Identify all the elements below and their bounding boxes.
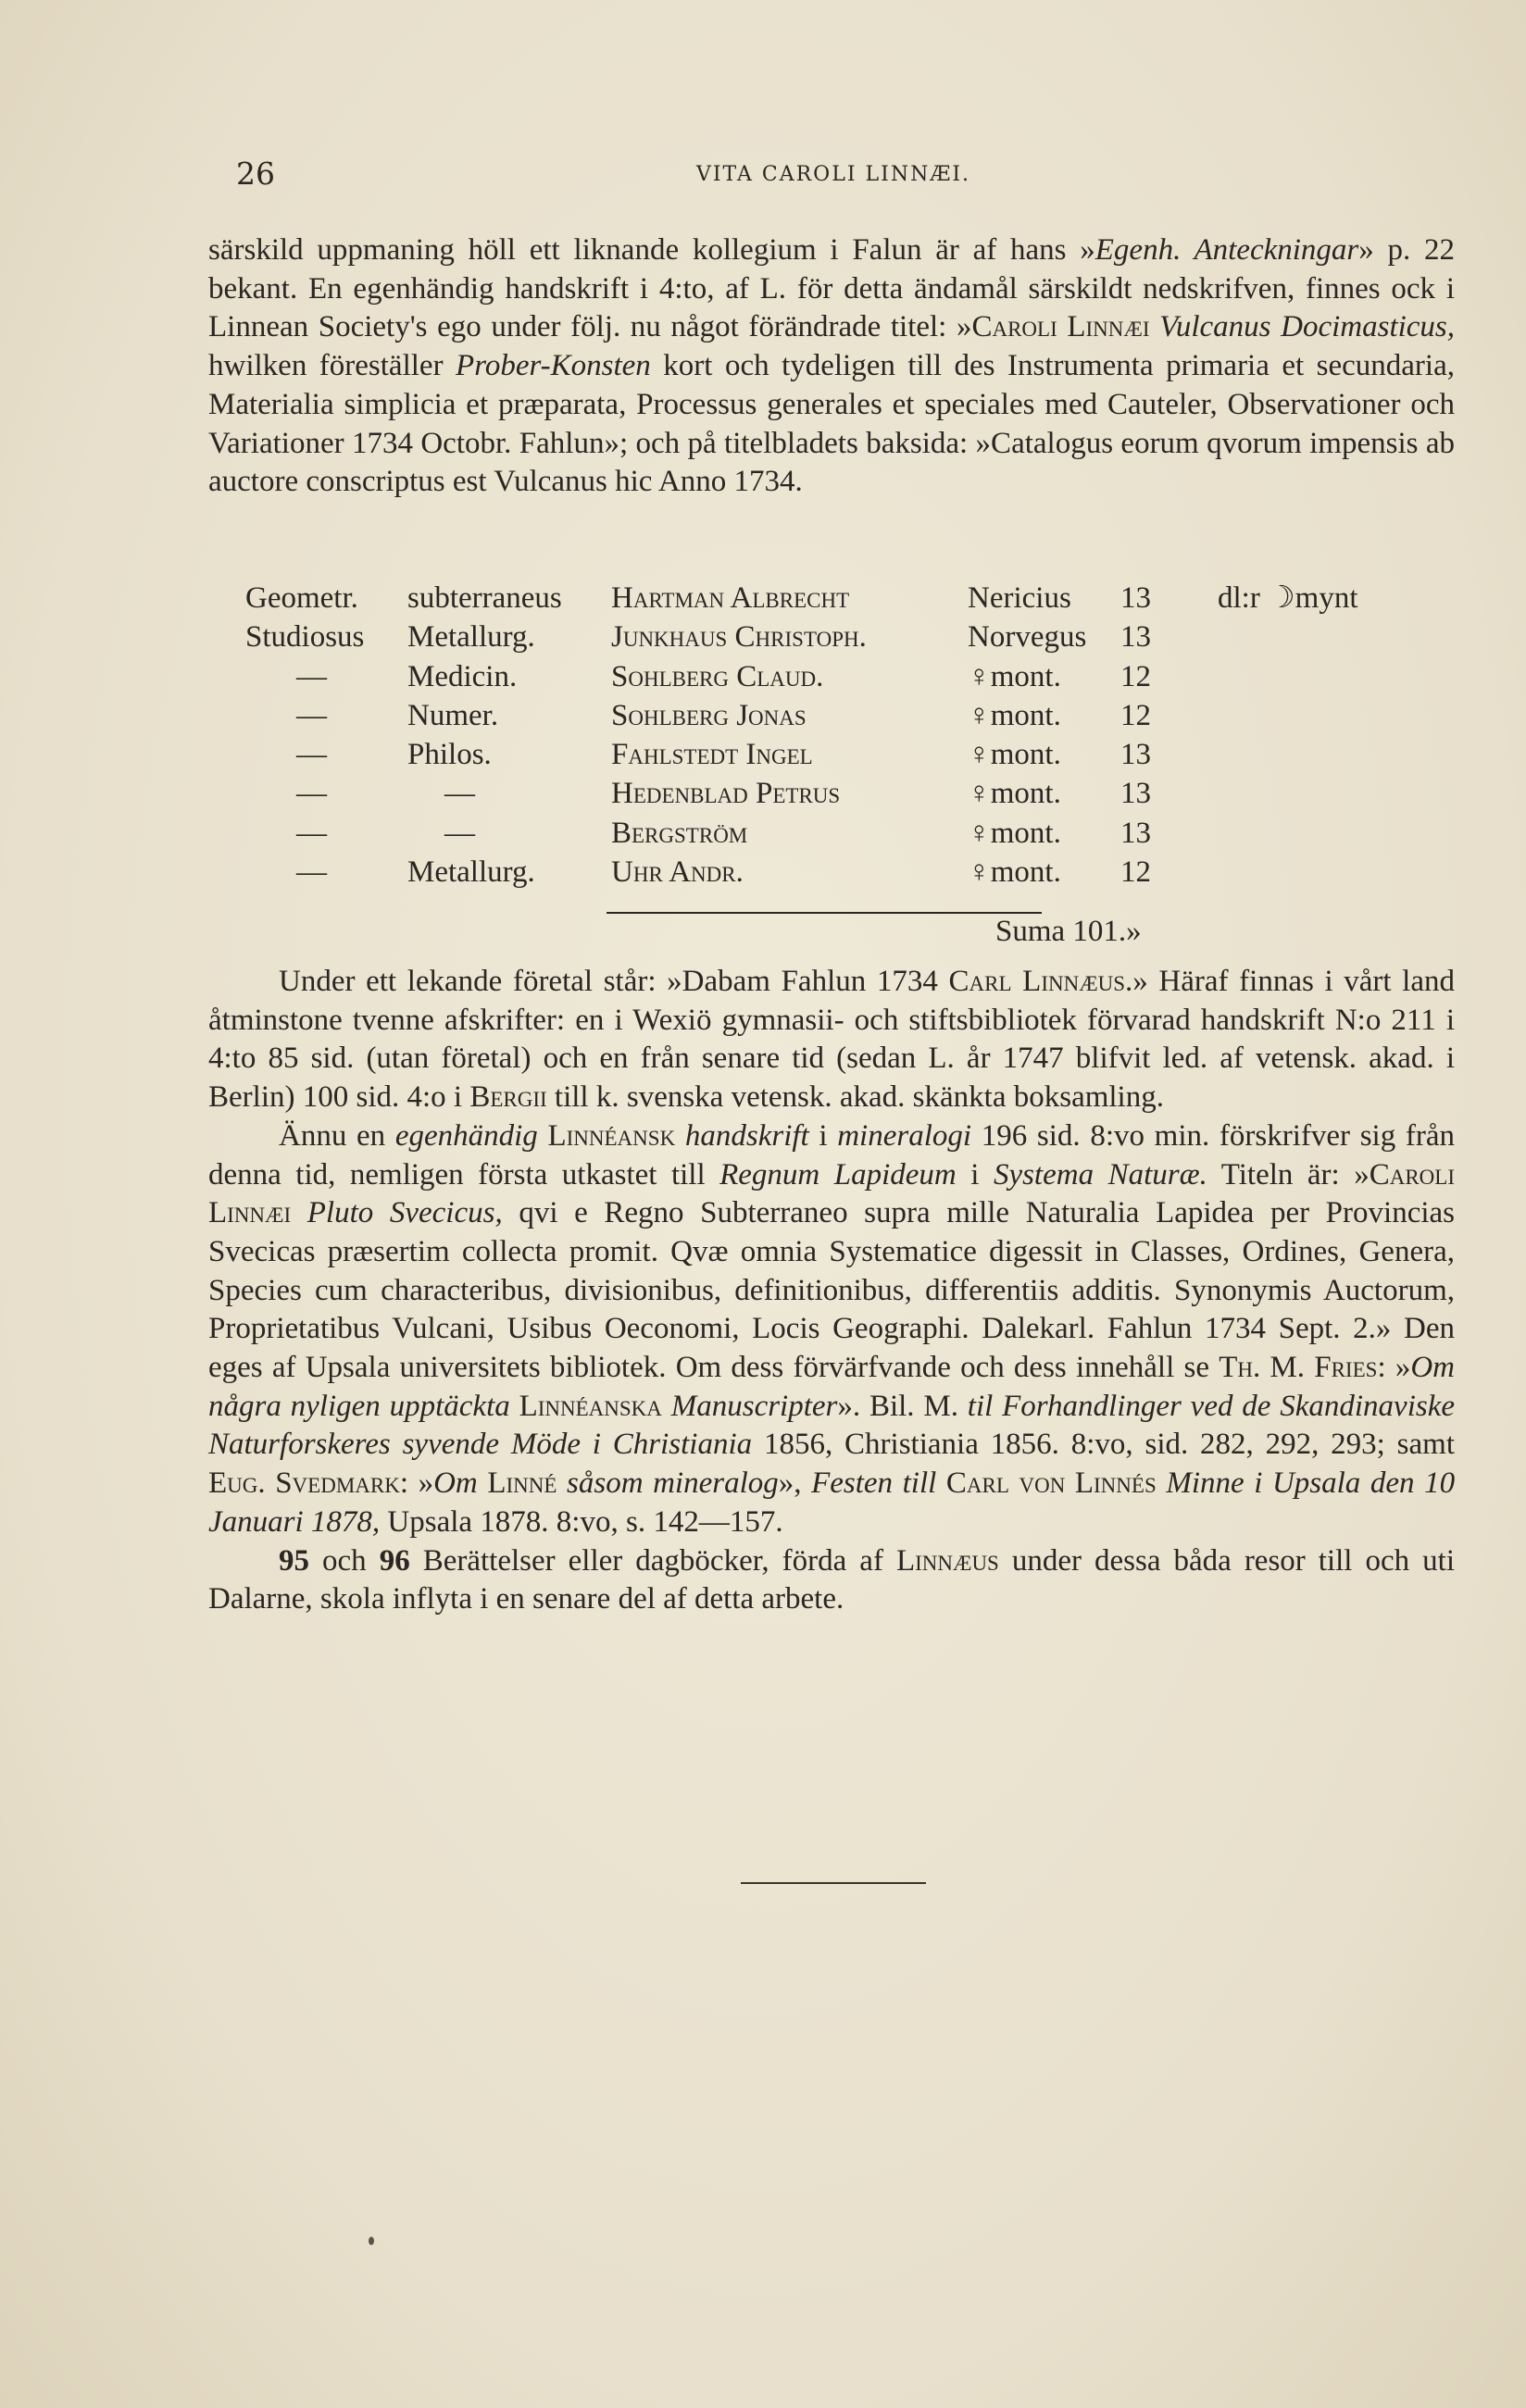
row-age: 12 (1120, 659, 1151, 693)
row-status: Studiosus (245, 620, 365, 655)
row-field: Medicin. (407, 659, 518, 693)
row-name: Uhr Andr. (611, 855, 744, 890)
text-run: till k. svenska vetensk. akad. skänkta boksamling. (546, 1080, 1164, 1115)
smallcaps-run: Carl von Linnés (945, 1466, 1157, 1501)
row-field: subterraneus (407, 581, 562, 615)
text-run (478, 1466, 488, 1500)
row-name: Sohlberg Jonas (611, 698, 807, 732)
row-nation: ♀mont. (968, 816, 1061, 850)
italic-run: handskrift (684, 1118, 809, 1153)
paragraph-1-text (208, 231, 1455, 502)
row-name: Bergström (611, 816, 748, 850)
row-status: — (296, 698, 327, 732)
row-status: — (296, 738, 327, 772)
text-run: 1856, Christiania 1856. 8:vo, sid. 282, 292, 293; samt (752, 1428, 1455, 1462)
italic-run: Systema Naturæ. (993, 1157, 1207, 1192)
text-run (1150, 310, 1160, 343)
text-run: ». Bil. M. (837, 1389, 968, 1423)
text-run: » p. 22 bekant. En egenhändig handskrift i 4:to, af L. för detta ändamål särskildt nedskrifven, finnes ock i Linnean Society's ego under följ. nu något förändrade titel: » (208, 233, 1456, 344)
smallcaps-run: Caroli Linnæi (971, 310, 1150, 344)
row-nation: ♀mont. (968, 698, 1061, 732)
row-age: 13 (1120, 738, 1151, 772)
text-run: i (956, 1157, 994, 1192)
table-row (208, 853, 1455, 892)
italic-run: Regnum Lapideum (719, 1157, 957, 1192)
body-text-lower (208, 963, 1455, 1619)
italic-run: Festen till (811, 1466, 937, 1501)
italic-run: såsom mineralog (567, 1466, 779, 1501)
text-run (1157, 1466, 1167, 1500)
italic-run: Om några nyligen upptäckta (208, 1351, 1455, 1423)
row-status: — (296, 816, 327, 850)
smallcaps-run: Th. M. Fries (1219, 1351, 1378, 1385)
paragraph-1 (208, 231, 1455, 502)
smallcaps-run: Bergii (469, 1080, 547, 1115)
row-name: Hedenblad Petrus (611, 777, 841, 811)
row-status: — (296, 659, 327, 693)
row-age: 13 (1120, 816, 1151, 850)
text-run: : » (1377, 1351, 1411, 1385)
italic-run: Om (433, 1466, 478, 1501)
page-number: 26 (236, 156, 275, 192)
running-head: VITA CAROLI LINNÆI. (695, 163, 971, 186)
table-row (208, 579, 1455, 618)
text-run (510, 1390, 519, 1423)
table-row (208, 696, 1455, 735)
row-age: 12 (1120, 698, 1151, 732)
text-run (936, 1466, 946, 1500)
text-run: », (778, 1466, 812, 1501)
student-table (208, 579, 1455, 892)
text-run: qvi e Regno Subterraneo supra mille Naturalia Lapidea per Provincias Svecicas præsertim collecta promit. Qvæ omnia Systematice digessit in Classes, Ordines, Genera, Species cum characteribus, divisionibus, definitionibus, differentiis additis. Synonymis Auctorum, Proprietatibus Vulcani, Usibus Oeconomi, Locis Geographi. Dalekarl. Fahlun 1734 Sept. 2.» Den eges af Upsala universitets bibliotek. Om dess förvärfvande och dess innehåll se (208, 1196, 1455, 1385)
row-nation: Norvegus (968, 620, 1087, 655)
smallcaps-run: Linnéansk (547, 1118, 676, 1153)
table-row (208, 657, 1455, 696)
text-run: Upsala 1878. 8:vo, s. 142—157. (380, 1504, 783, 1539)
text-run (291, 1196, 307, 1229)
ink-speck (369, 2237, 374, 2245)
paragraph-4 (208, 1542, 1455, 1619)
row-age: 12 (1120, 855, 1151, 890)
italic-run: egenhändig (394, 1118, 538, 1153)
text-run: Berättelser eller dagböcker, förda af (409, 1543, 896, 1578)
table-row (208, 618, 1455, 656)
smallcaps-run: Eug. Svedmark (208, 1466, 400, 1501)
bold-run: 96 (379, 1543, 410, 1578)
text-run: Ännu en (279, 1118, 395, 1153)
smallcaps-run: Linnéanska (519, 1389, 662, 1423)
row-field: — (444, 816, 475, 850)
row-age: 13 (1120, 581, 1151, 615)
italic-run: Minne i Upsala den 10 Januari 1878, (208, 1466, 1456, 1539)
row-field: Metallurg. (407, 855, 535, 890)
smallcaps-run: Caroli Linnæi (208, 1157, 1455, 1230)
row-field: Numer. (407, 698, 499, 732)
text-run: » Häraf finnas i vårt land åtminstone tvenne afskrifter: en i Wexiö gymnasii- och stiftsbibliotek förvarad handskrift N:o 211 i 4:to 85 sid. (utan företal) och en från senare tid (sedan L. år 1747 blifvit led. af vetensk. akad. i Berlin) 100 sid. 4:o i (208, 965, 1455, 1115)
table-row (208, 774, 1455, 813)
row-status: — (296, 855, 327, 890)
smallcaps-run: Linné (487, 1466, 557, 1501)
text-run: särskild uppmaning höll ett liknande kollegium i Falun är af hans » (208, 233, 1095, 267)
italic-run: mineralogi (837, 1118, 972, 1153)
text-run (675, 1119, 685, 1153)
text-run: kort och tydeligen till des Instrumenta primaria et secundaria, Materialia simplicia et præparata, Processus generales et speciales med Cauteler, Observationer och Variationer 1734 Octobr. Fahlun»; och på titelbladets baksida: »Catalogus eorum qvorum impensis ab auctore conscriptus est Vulcanus hic Anno 1734. (208, 349, 1455, 499)
text-run: : » (399, 1466, 434, 1501)
text-run: Under ett lekande företal står: »Dabam Fahlun 1734 (279, 965, 949, 998)
row-nation: ♀mont. (968, 777, 1061, 811)
text-run (557, 1466, 567, 1500)
sum-rule (607, 912, 1042, 914)
table-row (208, 735, 1455, 774)
table-sum: Suma 101.» (995, 915, 1142, 948)
section-end-rule (741, 1882, 926, 1884)
row-age: 13 (1120, 620, 1151, 655)
row-status: Geometr. (245, 581, 358, 615)
text-run: 196 sid. 8:vo min. förskrifver sig från denna tid, nemligen första utkastet till (208, 1118, 1455, 1192)
italic-run: Prober-Konsten (456, 349, 651, 383)
table-row (208, 814, 1455, 853)
row-field: — (444, 777, 475, 811)
text-run (538, 1119, 548, 1153)
italic-run: Pluto Svecicus, (306, 1196, 503, 1230)
text-run: i (808, 1118, 838, 1153)
text-run: Titeln är: » (1207, 1157, 1370, 1192)
italic-run: til Forhandlinger ved de Skandinaviske Naturforskeres syvende Möde i Christiania (208, 1389, 1456, 1462)
italic-run: Manuscripter (670, 1389, 838, 1423)
row-name: Sohlberg Claud. (611, 659, 824, 693)
row-name: Junkhaus Christoph. (611, 620, 867, 655)
text-run: och (309, 1543, 380, 1578)
smallcaps-run: Linnæus (895, 1543, 999, 1578)
page-header (208, 156, 1458, 196)
text-run (662, 1390, 671, 1423)
row-name: Hartman Albrecht (611, 581, 850, 615)
bold-run: 95 (279, 1543, 309, 1578)
row-status: — (296, 777, 327, 811)
italic-run: Vulcanus Docimasticus, (1159, 310, 1456, 344)
row-nation: ♀mont. (968, 855, 1061, 890)
paragraph-3 (208, 1117, 1455, 1542)
row-nation: Nericius (968, 581, 1071, 615)
text-run: hwilken föreställer (208, 349, 457, 383)
row-field: Philos. (407, 738, 492, 772)
row-nation: ♀mont. (968, 659, 1061, 693)
row-age: 13 (1120, 777, 1151, 811)
italic-run: Egenh. Anteckningar (1094, 233, 1359, 267)
row-name: Fahlstedt Ingel (611, 738, 813, 772)
row-nation: ♀mont. (968, 738, 1061, 772)
paragraph-2 (208, 963, 1455, 1117)
smallcaps-run: Carl Linnæus. (948, 965, 1133, 998)
row-note: dl:r ☽mynt (1218, 581, 1358, 615)
text-run: under dessa båda resor till och uti Dalarne, skola inflyta i en senare del af detta arbete. (208, 1543, 1455, 1616)
row-field: Metallurg. (407, 620, 535, 655)
